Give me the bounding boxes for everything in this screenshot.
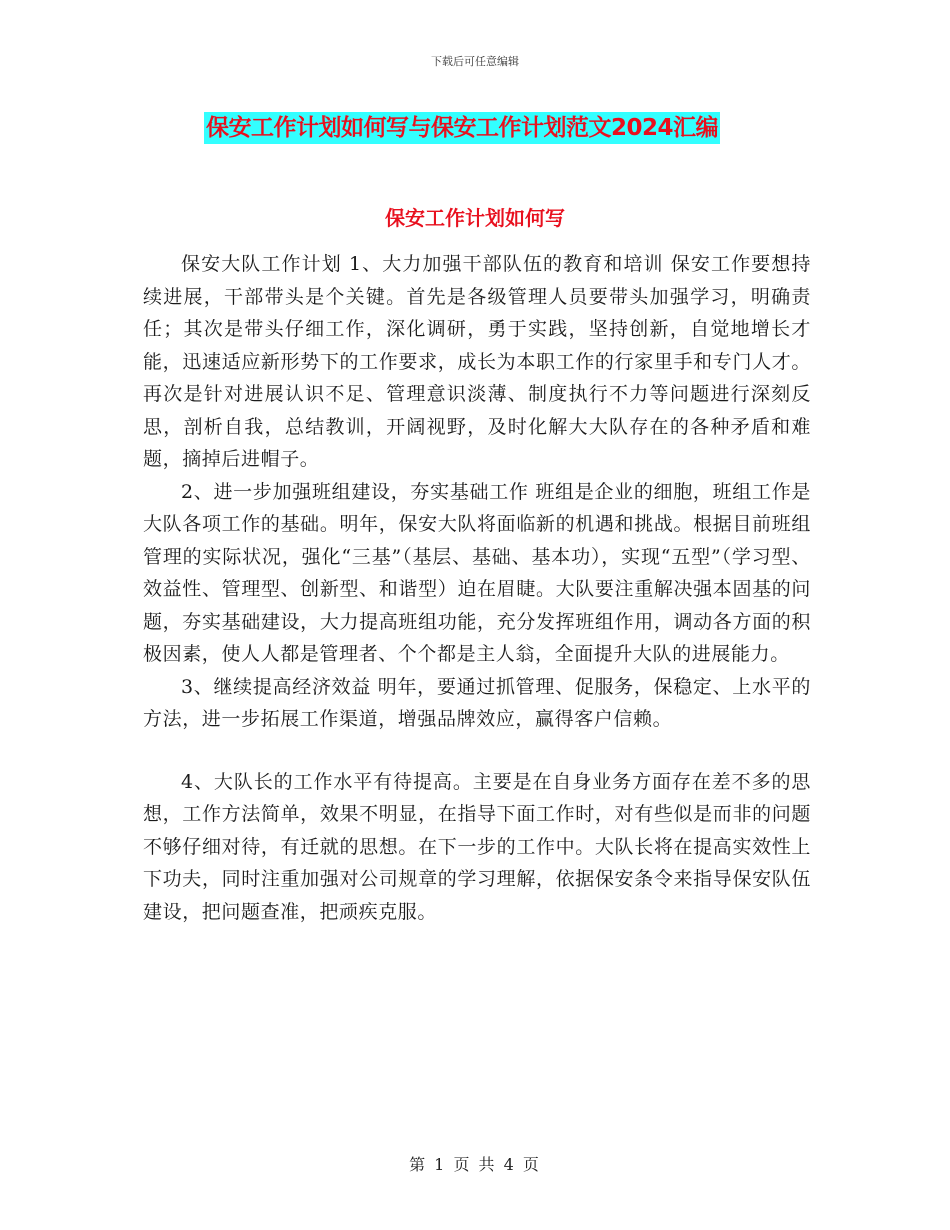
main-title: 保安工作计划如何写与保安工作计划范文2024汇编	[204, 112, 720, 144]
header-note: 下载后可任意编辑	[431, 55, 519, 68]
paragraph-4: 4、大队长的工作水平有待提高。主要是在自身业务方面存在差不多的思想，工作方法简单，效果不明显，在指导下面工作时，对有些似是而非的问题不够仔细对待，有迁就的思想。在下一步的工作中。大队长将在提高实效性上下功夫，同时注重加强对公司规章的学习理解，依据保安条令来指导保安队伍建设，把问题查准，把顽疾克服。	[143, 770, 811, 923]
section-title: 保安工作计划如何写	[385, 206, 565, 230]
paragraph-1: 保安大队工作计划 1、大力加强干部队伍的教育和培训 保安工作要想持续进展，干部带头是个关键。首先是各级管理人员要带头加强学习，明确责任；其次是带头仔细工作，深化调研，勇于实践，坚持创新，自觉地增长才能，迅速适应新形势下的工作要求，成长为本职工作的行家里手和专门人才。再次是针对进展认识不足、管理意识淡薄、制度执行不力等问题进行深刻反思，剖析自我，总结教训，开阔视野，及时化解大大队存在的各种矛盾和难题，摘掉后进帽子。	[143, 253, 811, 470]
paragraph-2: 2、进一步加强班组建设，夯实基础工作 班组是企业的细胞，班组工作是大队各项工作的基础。明年，保安大队将面临新的机遇和挑战。根据目前班组管理的实际状况，强化“三基”（基层、基础、基本功），实现“五型”（学习型、效益性、管理型、创新型、和谐型）迫在眉睫。大队要注重解决强本固基的问题，夯实基础建设，大力提高班组功能，充分发挥班组作用，调动各方面的积极因素，使人人都是管理者、个个都是主人翁，全面提升大队的进展能力。	[143, 480, 811, 665]
paragraph-3: 3、继续提高经济效益 明年，要通过抓管理、促服务，保稳定、上水平的方法，进一步拓展工作渠道，增强品牌效应，赢得客户信赖。	[143, 675, 811, 730]
page-footer: 第 1 页 共 4 页	[409, 1155, 541, 1174]
body-text	[143, 248, 811, 928]
main-title-container	[204, 112, 794, 144]
